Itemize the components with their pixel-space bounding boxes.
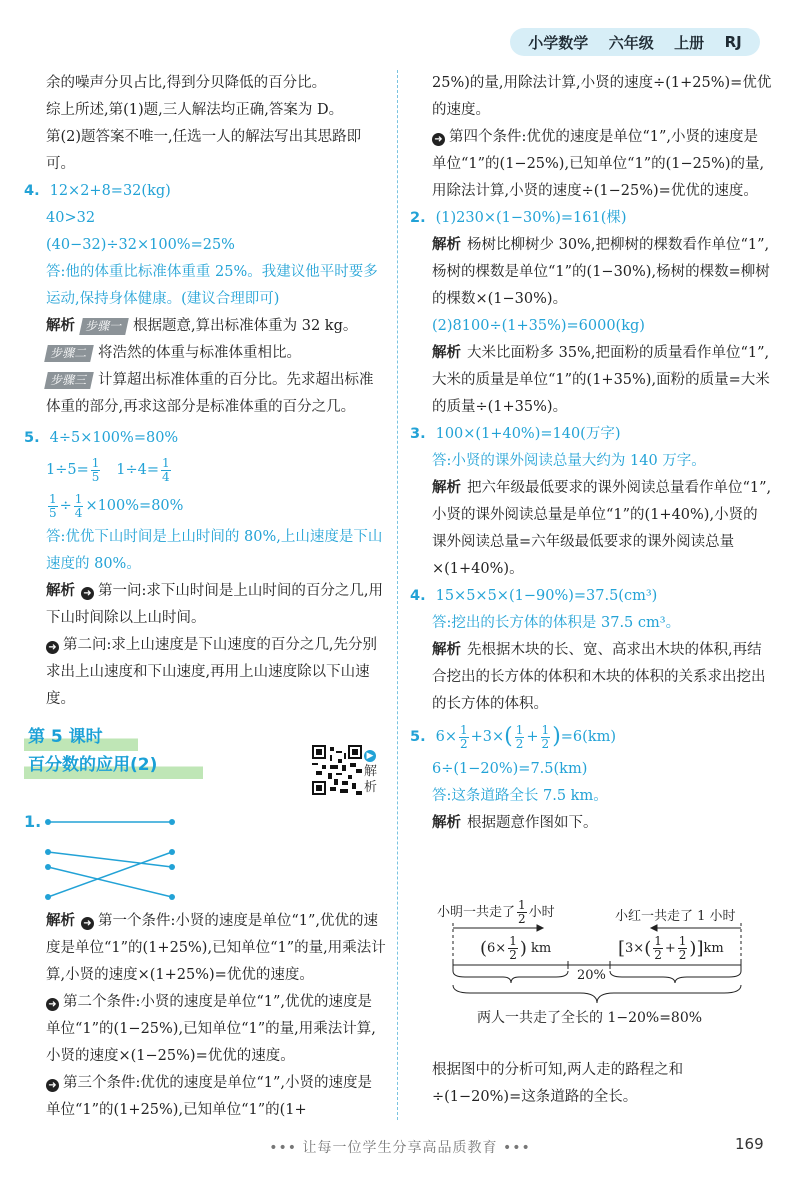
fraction [48,493,58,520]
formula: 6÷(1−20%)=7.5(km) [432,761,588,777]
text-line: 综上所述,第(1)题,三人解法均正确,答案为 D。 [46,102,344,118]
qr-code-icon[interactable] [312,745,362,795]
formula: (2)8100÷(1+35%)=6000(kg) [432,318,645,334]
analysis-text: 第二问:求上山速度是下山速度的百分之几,先分别求出上山速度和下山速度,再用上山速度除以下山速度。 [46,637,377,707]
conclusion-text: 根据图中的分析可知,两人走的路程之和÷(1−20%)=这条道路的全长。 [432,1062,684,1105]
denominator: 2 [541,736,550,751]
lesson-title: 第 5 课时 [24,723,138,751]
diagram-percent: 20% [577,968,606,983]
analysis-text: 计算超出标准体重的百分比。先求超出标准体重的部分,再求这部分是标准体重的百分之几。 [46,372,374,415]
formula: 4÷5×100%=80% [49,430,179,446]
formula: ×100%=80% [85,498,184,514]
lesson-subtitle: 百分数的应用(2) [24,751,203,779]
arrow-icon: ➜ [46,998,59,1011]
numerator: 1 [49,491,57,506]
analysis-label: 解析 [432,480,461,496]
step-badge: 步骤二 [44,345,94,362]
lesson-heading [24,723,204,779]
numerator: 1 [515,722,524,737]
answer: 答:他的体重比标准体重重 25%。我建议他平时要多运动,保持身体健康。(建议合理即可) [46,264,378,307]
fraction [653,935,663,962]
footer-slogan: ••• 让每一位学生分享高品质教育 ••• [269,1140,531,1156]
right-column [410,70,772,837]
right-column-bottom [410,1057,772,1111]
numerator: 1 [91,455,100,470]
analysis-text: 先根据木块的长、宽、高求出木块的体积,再结合挖出的长方体的体积和木块的体积的关系求出挖出的长方体的体积。 [432,642,766,712]
header-edition: RJ [724,33,742,51]
formula: +3× [470,729,505,745]
analysis-text: 根据题意,算出标准体重为 32 kg。 [133,318,358,334]
analysis-label: 解析 [432,345,461,361]
analysis-text: 杨树比柳树少 30%,把柳树的棵数看作单位“1”,杨树的棵数是单位“1”的(1−30%),杨树的棵数=柳树的棵数×(1−30%)。 [432,237,770,307]
analysis-label: 解析 [46,318,75,334]
analysis-text: 把六年级最低要求的课外阅读总量看作单位“1”,小贤的课外阅读总量是单位“1”的(1+40%),小贤的课外阅读总量=六年级最低要求的课外阅读总量×(1+40%)。 [432,480,772,577]
numerator: 1 [161,455,170,470]
analysis-label: 解析 [432,815,461,831]
denominator: 2 [509,948,517,962]
denominator: 2 [678,948,687,962]
denominator: 4 [74,505,83,520]
arrow-icon: ➜ [46,641,59,654]
left-column-bottom [24,908,386,1124]
step-badge: 步骤三 [44,372,94,389]
analysis-text: 将浩然的体重与标准体重相比。 [98,345,302,361]
fraction [678,935,688,962]
diagram-text: 小明一共走了 [437,905,516,920]
diagram-label-ming [437,899,555,926]
arrow-icon: ➜ [81,587,94,600]
formula: 100×(1+40%)=140(万字) [435,426,621,442]
question-number: 5. [410,729,426,745]
fraction [91,457,101,484]
fraction-line [24,488,386,524]
denominator: 2 [459,736,468,751]
matching-question [24,812,51,831]
question-number: 3. [410,426,426,442]
analysis-text: 第一问:求下山时间是上山时间的百分之几,用下山时间除以上山时间。 [46,583,383,626]
analysis-label: 解析 [46,913,75,929]
numerator: 1 [654,934,662,948]
question-number: 4. [24,183,40,199]
formula: =6(km) [560,729,617,745]
denominator: 2 [518,912,526,926]
question-number: 2. [410,210,426,226]
denominator: 2 [515,736,524,751]
question-number: 4. [410,588,426,604]
matching-diagram [44,814,184,906]
numerator: 1 [509,934,517,948]
step-badge: 步骤一 [79,318,129,335]
road-diagram [425,895,760,1045]
answer: 答:优优下山时间是上山时间的 80%,上山速度是下山速度的 80%。 [46,529,383,572]
fraction [161,457,171,484]
analysis-text: 第四个条件:优优的速度是单位“1”,小贤的速度是单位“1”的(1−25%),已知单位“1”的(1−25%)的量,用除法计算,小贤的速度÷(1−25%)=优优的速度。 [432,129,765,199]
denominator: 4 [161,469,170,484]
qr-label-text: 解析 [364,764,378,795]
numerator: 1 [74,491,83,506]
analysis-text: 第二个条件:小贤的速度是单位“1”,优优的速度是单位“1”的(1−25%),已知单位“1”的量,用乘法计算,小贤的速度×(1−25%)=优优的速度。 [46,994,376,1064]
analysis-text: 根据题意作图如下。 [467,815,598,831]
diagram-text: 6× [487,941,507,956]
answer: 答:这条道路全长 7.5 km。 [432,788,608,804]
book-header [510,28,760,56]
numerator: 1 [459,722,468,737]
formula: 12×2+8=32(kg) [49,183,171,199]
numerator: 1 [518,898,526,912]
formula: 40>32 [46,210,96,226]
fraction [508,935,518,962]
diagram-text: 3× [625,941,645,956]
analysis-label: 解析 [432,237,461,253]
formula: 6× [435,729,457,745]
question-number: 5. [24,430,40,446]
analysis-text: 25%)的量,用除法计算,小贤的速度÷(1+25%)=优优的速度。 [432,75,772,118]
qr-label [364,750,378,796]
header-volume: 上册 [674,33,705,52]
analysis-label: 解析 [46,583,75,599]
diagram-text: 小时 [528,905,555,920]
fraction [74,493,84,520]
answer: 答:小贤的课外阅读总量大约为 140 万字。 [432,453,706,469]
analysis-text: 第三个条件:优优的速度是单位“1”,小贤的速度是单位“1”的(1+25%),已知单位“1”的(1+ [46,1075,373,1118]
formula: 1÷5= [46,462,89,478]
fraction [517,899,527,926]
question-number: 1. [24,812,42,831]
fraction-line: 5. 6× $\frac{1}{2}$ +3×( $\frac{1}{2}$ + $\frac{1}{2}$ )=6(km) [410,722,617,751]
fraction [541,724,551,751]
formula: 1÷4= [116,462,159,478]
operator: + [526,729,539,745]
arrow-icon: ➜ [432,133,445,146]
text-line: 余的噪声分贝占比,得到分贝降低的百分比。 [46,75,327,91]
fraction [459,724,469,751]
answer: 答:挖出的长方体的体积是 37.5 cm³。 [432,615,681,631]
denominator: 5 [91,469,100,484]
text-line: 第(2)题答案不唯一,任选一人的解法写出其思路即可。 [46,129,362,172]
diagram-km1: (6× $\frac{1}{2}$ ) km [480,934,552,962]
denominator: 2 [654,948,662,962]
left-column [24,70,386,783]
analysis-text: 第一个条件:小贤的速度是单位“1”,优优的速度是单位“1”的(1+25%),已知单位“1”的量,用乘法计算,小贤的速度×(1+25%)=优优的速度。 [46,913,386,983]
header-grade: 六年级 [608,33,654,52]
numerator: 1 [541,722,550,737]
operator: ÷ [59,498,72,514]
page-number: 169 [735,1135,764,1153]
fraction [515,724,525,751]
diagram-text: 小红一共走了 1 小时 [615,909,736,924]
diagram-text: km [531,941,552,956]
diagram-text: km [703,941,724,956]
arrow-icon: ➜ [46,1079,59,1092]
play-icon: ▶ [364,750,376,762]
denominator: 5 [49,505,57,520]
operator: + [664,941,676,956]
fraction-line [24,452,386,488]
formula: (40−32)÷32×100%=25% [46,237,235,253]
diagram-km2: [3×( $\frac{1}{2}$ + $\frac{1}{2}$ )]km [618,934,724,962]
analysis-label: 解析 [432,642,461,658]
analysis-text: 大米比面粉多 35%,把面粉的质量看作单位“1”,大米的质量是单位“1”的(1+35%),面粉的质量=大米的质量÷(1+35%)。 [432,345,770,415]
numerator: 1 [678,934,687,948]
arrow-icon: ➜ [81,917,94,930]
column-divider [397,70,398,1120]
formula: 15×5×5×(1−90%)=37.5(cm³) [435,588,658,604]
header-subject: 小学数学 [528,33,589,52]
formula: (1)230×(1−30%)=161(棵) [435,210,627,226]
diagram-bottom-label: 两人一共走了全长的 1−20%=80% [477,1010,703,1026]
